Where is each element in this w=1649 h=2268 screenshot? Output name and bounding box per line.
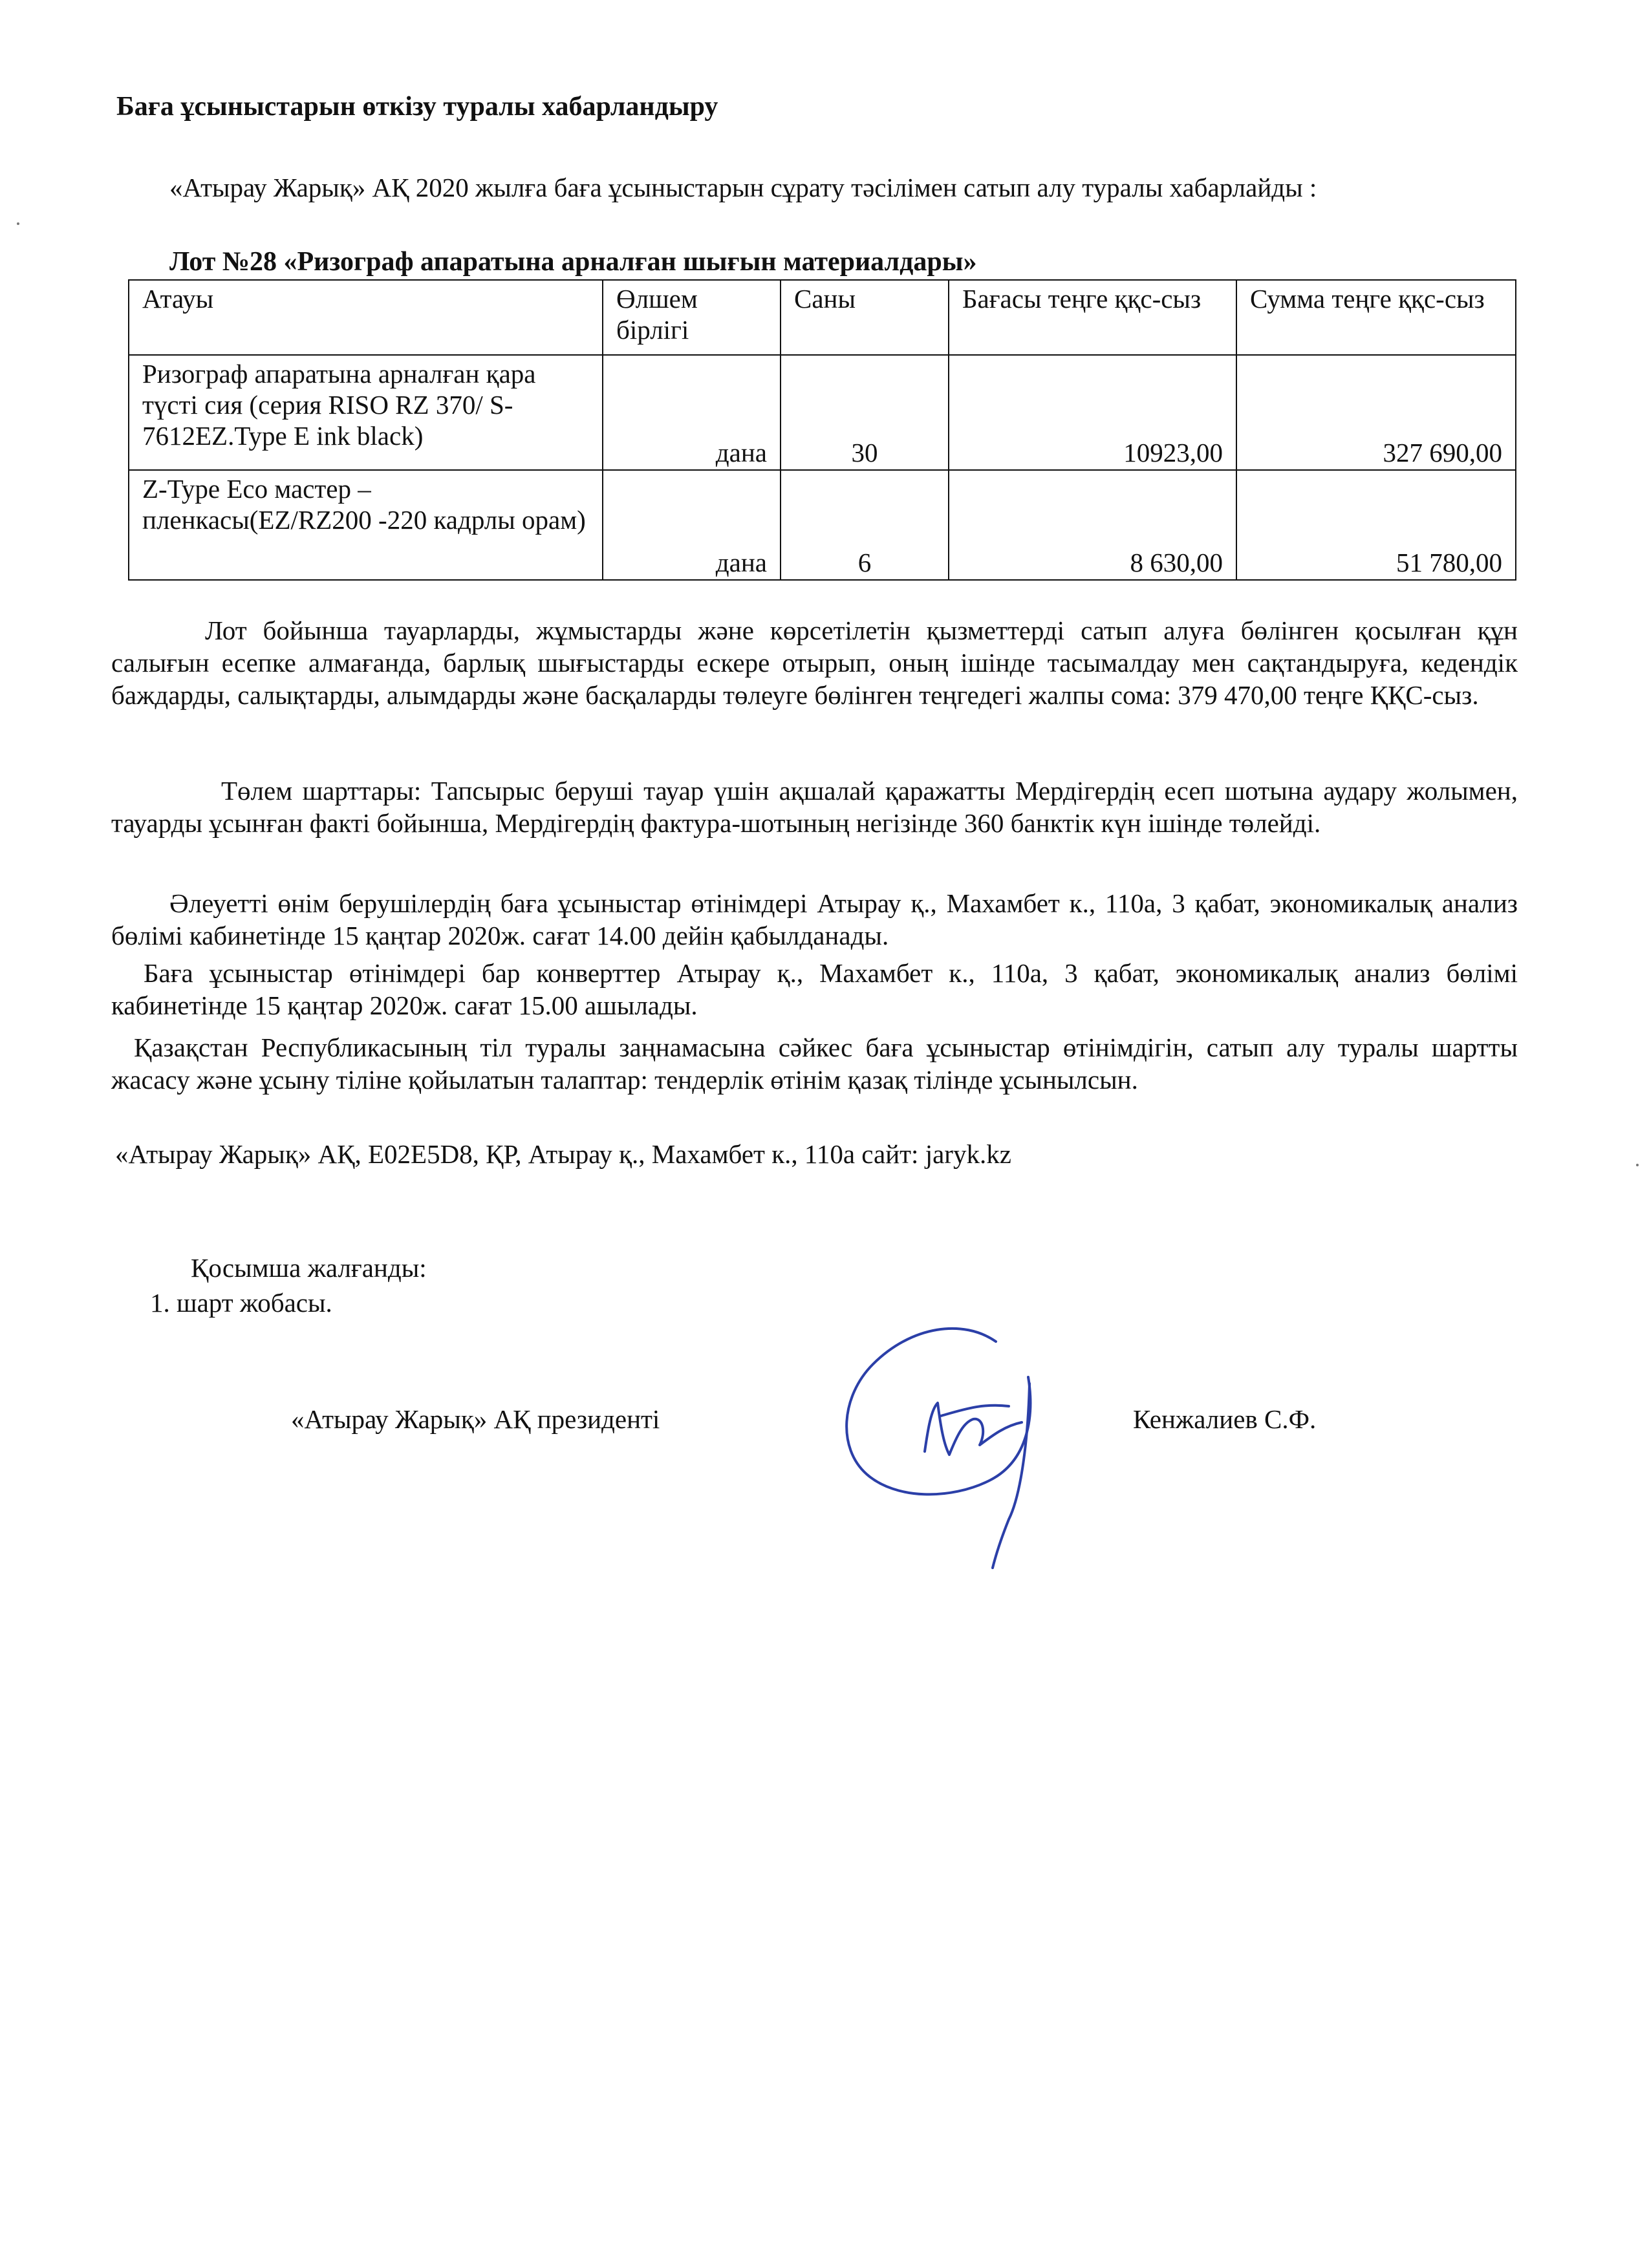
items-table	[128, 279, 1516, 581]
signatory-name: Кенжалиев С.Ф.	[1133, 1404, 1317, 1434]
table-row	[129, 355, 1516, 470]
header-price: Бағасы теңге ққс-сыз	[949, 280, 1236, 355]
item-unit: дана	[603, 355, 781, 470]
item-name: Z-Type Eco мастер – пленкасы(EZ/RZ200 -220 кадрлы орам)	[129, 470, 603, 580]
header-unit: Өлшем бірлігі	[603, 280, 781, 355]
lot-title: Лот №28 «Ризограф апаратына арналған шығын материалдары»	[169, 247, 977, 277]
scan-speck	[1636, 1164, 1639, 1166]
header-name: Атауы	[129, 280, 603, 355]
language-paragraph: Қазақстан Республикасының тіл туралы заңнамасына сәйкес баға ұсыныстар өтінімдігін, сатып алу туралы шартты жасасу және ұсыну тіліне қойылатын талаптар: тендерлік өтінім қазақ тілінде ұсынылсын.	[111, 1032, 1518, 1095]
item-sum: 327 690,00	[1236, 355, 1516, 470]
item-unit: дана	[603, 470, 781, 580]
opening-paragraph: Баға ұсыныстар өтінімдері бар конверттер Атырау қ., Махамбет к., 110а, 3 қабат, экономикалық анализ бөлімі кабинетінде 15 қаңтар 2020ж. сағат 15.00 ашылады.	[111, 958, 1518, 1020]
item-price: 8 630,00	[949, 470, 1236, 580]
item-sum: 51 780,00	[1236, 470, 1516, 580]
attachment-label: Қосымша жалғанды:	[191, 1253, 427, 1283]
payment-terms-paragraph: Төлем шарттары: Тапсырыс беруші тауар үшін ақшалай қаражатты Мердігердің есеп шотына аудару жолымен, тауарды ұсынған факті бойынша, Мердігердің фактура-шотының негізінде 360 банктік күн ішінде төлейді.	[111, 776, 1518, 838]
item-qty: 6	[781, 470, 949, 580]
item-price: 10923,00	[949, 355, 1236, 470]
table-row	[129, 470, 1516, 580]
attachment-item: 1. шарт жобасы.	[150, 1288, 332, 1318]
scan-speck	[17, 222, 19, 225]
budget-paragraph: Лот бойынша тауарларды, жұмыстарды және көрсетілетін қызметтерді сатып алуға бөлінген қосылған құн салығын есепке алмағанда, барлық шығыстарды ескере отырып, оның ішінде тасымалдау мен сақтандыруға, кедендік баждарды, салықтарды, алымдарды және басқаларды төлеуге бөлінген теңгедегі жалпы сома: 379 470,00 теңге ҚҚС-сыз.	[111, 615, 1518, 710]
handwritten-signature	[834, 1306, 1093, 1578]
header-qty: Саны	[781, 280, 949, 355]
item-qty: 30	[781, 355, 949, 470]
table-header-row	[129, 280, 1516, 355]
company-address: «Атырау Жарық» АҚ, E02E5D8, ҚР, Атырау қ., Махамбет к., 110а сайт: jaryk.kz	[115, 1139, 1011, 1169]
header-sum: Сумма теңге ққс-сыз	[1236, 280, 1516, 355]
item-name: Ризограф апаратына арналған қара түсті сия (серия RISO RZ 370/ S-7612EZ.Type E ink black)	[129, 355, 603, 470]
signatory-title: «Атырау Жарық» АҚ президенті	[291, 1404, 660, 1434]
announcement-title: Баға ұсыныстарын өткізу туралы хабарландыру	[116, 92, 718, 122]
submission-paragraph: Әлеуетті өнім берушілердің баға ұсыныстар өтінімдері Атырау қ., Махамбет к., 110а, 3 қабат, экономикалық анализ бөлімі кабинетінде 15 қаңтар 2020ж. сағат 14.00 дейін қабылданады.	[111, 888, 1518, 950]
intro-paragraph: «Атырау Жарық» АҚ 2020 жылға баға ұсыныстарын сұрату тәсілімен сатып алу туралы хабарлайды :	[169, 173, 1317, 202]
